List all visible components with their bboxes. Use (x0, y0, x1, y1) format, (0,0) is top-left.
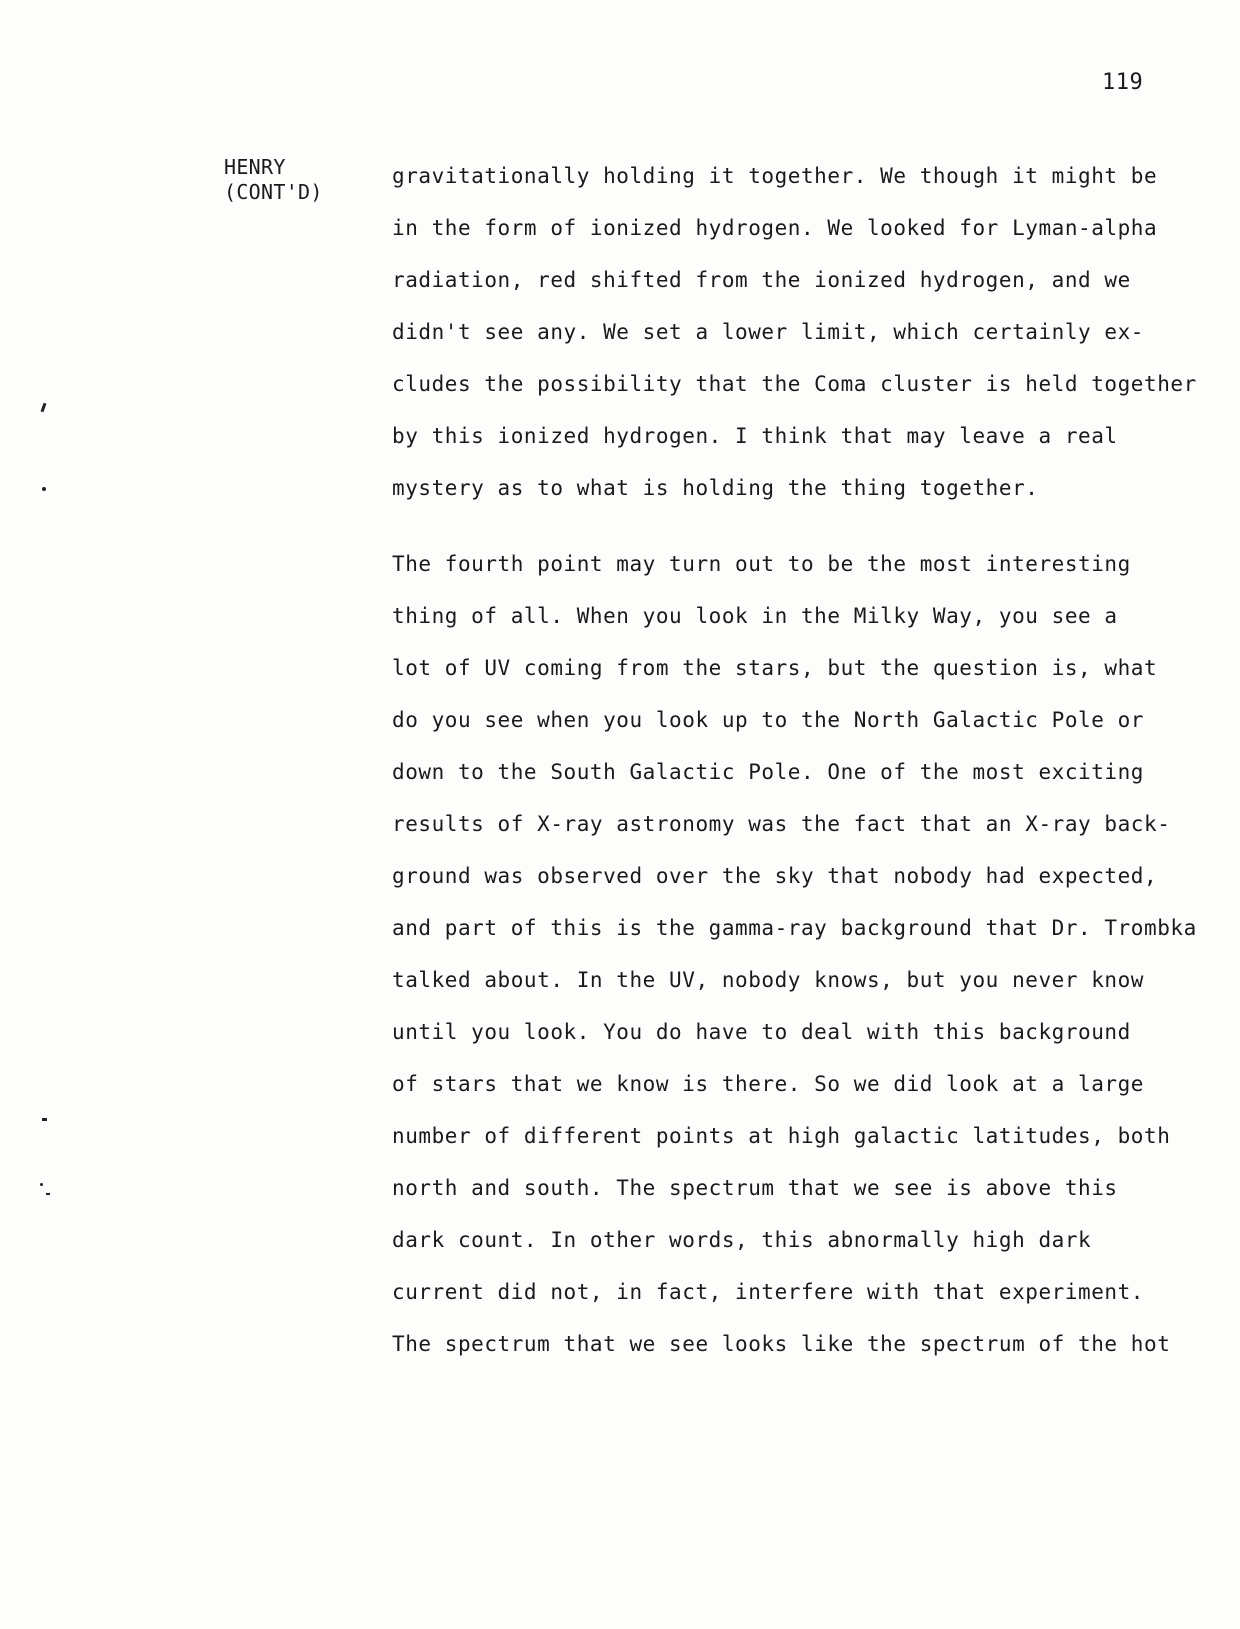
text-line: number of different points at high galactic latitudes, both (392, 1124, 1171, 1148)
scan-speck (41, 403, 47, 412)
text-line: do you see when you look up to the North Galactic Pole or (392, 708, 1145, 732)
scan-speck (42, 1118, 47, 1121)
text-line: dark count. In other words, this abnormally high dark (392, 1228, 1092, 1252)
text-line: cludes the possibility that the Coma cluster is held together (392, 372, 1197, 396)
text-line: north and south. The spectrum that we see is above this (392, 1176, 1118, 1200)
text-line: radiation, red shifted from the ionized hydrogen, and we (392, 268, 1131, 292)
text-line: gravitationally holding it together. We though it might be (392, 164, 1158, 188)
text-line: The spectrum that we see looks like the spectrum of the hot (392, 1332, 1171, 1356)
text-line: ground was observed over the sky that nobody had expected, (392, 864, 1158, 888)
page-number: 119 (1102, 70, 1144, 95)
scan-speck (42, 487, 46, 491)
paragraph-2 (392, 538, 1212, 1370)
scan-speck (40, 1183, 43, 1186)
paragraph-gap (392, 514, 1212, 538)
text-line: thing of all. When you look in the Milky Way, you see a (392, 604, 1118, 628)
text-line: down to the South Galactic Pole. One of the most exciting (392, 760, 1145, 784)
text-line: in the form of ionized hydrogen. We looked for Lyman-alpha (392, 216, 1158, 240)
text-line: until you look. You do have to deal with this background (392, 1020, 1131, 1044)
scan-speck (46, 1193, 50, 1195)
transcript-body (392, 150, 1212, 1370)
text-line: of stars that we know is there. So we did look at a large (392, 1072, 1145, 1096)
speaker-label (224, 155, 323, 205)
text-line: talked about. In the UV, nobody knows, but you never know (392, 968, 1145, 992)
text-line: results of X-ray astronomy was the fact that an X-ray back- (392, 812, 1171, 836)
text-line: and part of this is the gamma-ray background that Dr. Trombka (392, 916, 1197, 940)
text-line: lot of UV coming from the stars, but the question is, what (392, 656, 1158, 680)
text-line: The fourth point may turn out to be the most interesting (392, 552, 1131, 576)
paragraph-1 (392, 150, 1212, 514)
text-line: by this ionized hydrogen. I think that may leave a real (392, 424, 1118, 448)
text-line: current did not, in fact, interfere with that experiment. (392, 1280, 1145, 1304)
text-line: didn't see any. We set a lower limit, which certainly ex- (392, 320, 1145, 344)
text-line: mystery as to what is holding the thing together. (392, 476, 1039, 500)
speaker-continued: (CONT'D) (224, 180, 323, 204)
speaker-name: HENRY (224, 155, 286, 179)
